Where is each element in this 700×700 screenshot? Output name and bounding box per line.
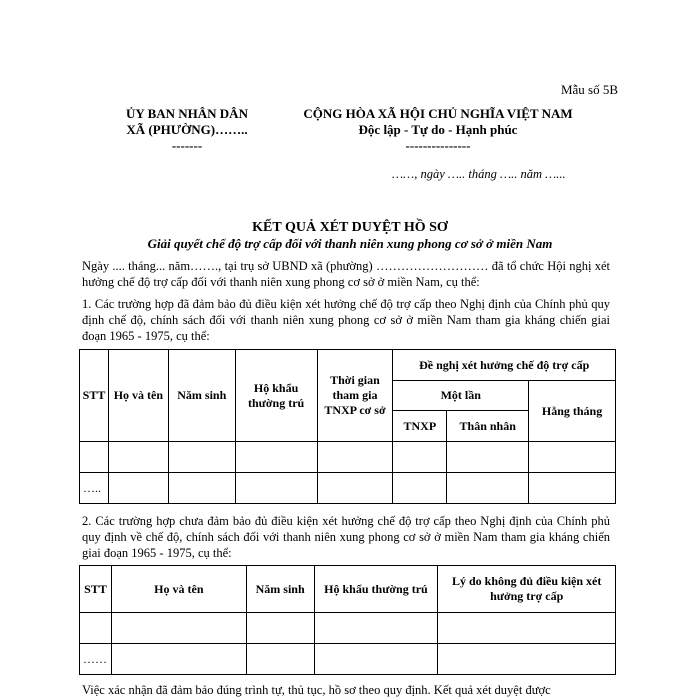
col-residence: Hộ khẩu thường trú	[314, 566, 438, 613]
motto-rule: ---------------	[405, 138, 471, 153]
col-tnxp: TNXP	[393, 411, 447, 442]
col-reason: Lý do không đủ điều kiện xét hưởng trợ cấp	[438, 566, 616, 613]
col-monthly: Hằng tháng	[529, 381, 616, 442]
col-one-time: Một lần	[393, 381, 529, 411]
ineligible-cases-table	[79, 565, 616, 675]
national-motto: Độc lập - Tự do - Hạnh phúc	[358, 122, 518, 137]
authority-line-2: XÃ (PHƯỜNG)……..	[126, 122, 248, 137]
table-row	[80, 442, 616, 473]
table-row	[80, 473, 616, 504]
closing-paragraph: Việc xác nhận đã đảm bảo đúng trình tự, thủ tục, hồ sơ theo quy định. Kết quả xét duyệt được	[82, 683, 551, 697]
section-2-paragraph: 2. Các trường hợp chưa đảm bảo đủ điều kiện xét hưởng chế độ trợ cấp theo Nghị định của Chính phủ quy định về chế độ, chính sách đối với thanh niên xung phong cơ sở ở miền Nam tham gia kháng chiến giai đoạn 1965 - 1975, cụ thể:	[82, 514, 610, 560]
document-subtitle: Giải quyết chế độ trợ cấp đối với thanh niên xung phong cơ sở ở miền Nam	[147, 236, 553, 251]
section-1-paragraph: 1. Các trường hợp đã đảm bảo đủ điều kiện xét hưởng chế độ trợ cấp theo Nghị định của Chính phủ quy định chế độ, chính sách đối với thanh niên xung phong cơ sở ở miền Nam tham gia kháng chiến giai đoạn 1965 - 1975, cụ thể:	[82, 297, 610, 343]
col-residence: Hộ khẩu thường trú	[235, 350, 317, 442]
document-title: KẾT QUẢ XÉT DUYỆT HỒ SƠ	[252, 220, 448, 235]
issuing-authority	[92, 106, 282, 154]
col-stt: STT	[80, 566, 112, 613]
col-name: Họ và tên	[108, 350, 168, 442]
table-row	[80, 613, 616, 644]
eligible-cases-table	[79, 349, 616, 504]
col-service-time: Thời gian tham gia TNXP cơ sở	[317, 350, 393, 442]
col-birth-year: Năm sinh	[168, 350, 235, 442]
col-birth-year: Năm sinh	[246, 566, 314, 613]
row-ellipsis: ……	[80, 644, 112, 675]
authority-line-1: ỦY BAN NHÂN DÂN	[126, 106, 248, 121]
authority-rule: -------	[171, 138, 203, 153]
col-name: Họ và tên	[111, 566, 246, 613]
col-relatives: Thân nhân	[447, 411, 529, 442]
col-proposal: Đề nghị xét hưởng chế độ trợ cấp	[393, 350, 616, 381]
row-ellipsis: …..	[80, 473, 109, 504]
intro-paragraph: Ngày .... tháng... năm……., tại trụ sở UBND xã (phường) ……………………… đã tổ chức Hội nghị xét hưởng chế độ trợ cấp đối với thanh niên xung phong cơ sở ở miền Nam, cụ thể:	[82, 259, 610, 289]
date-line: ……, ngày ….. tháng ….. năm …...	[392, 167, 566, 181]
form-number: Mẫu số 5B	[560, 82, 618, 97]
national-heading	[268, 106, 608, 154]
table-row	[80, 644, 616, 675]
country-name: CỘNG HÒA XÃ HỘI CHỦ NGHĨA VIỆT NAM	[303, 106, 573, 121]
col-stt: STT	[80, 350, 109, 442]
